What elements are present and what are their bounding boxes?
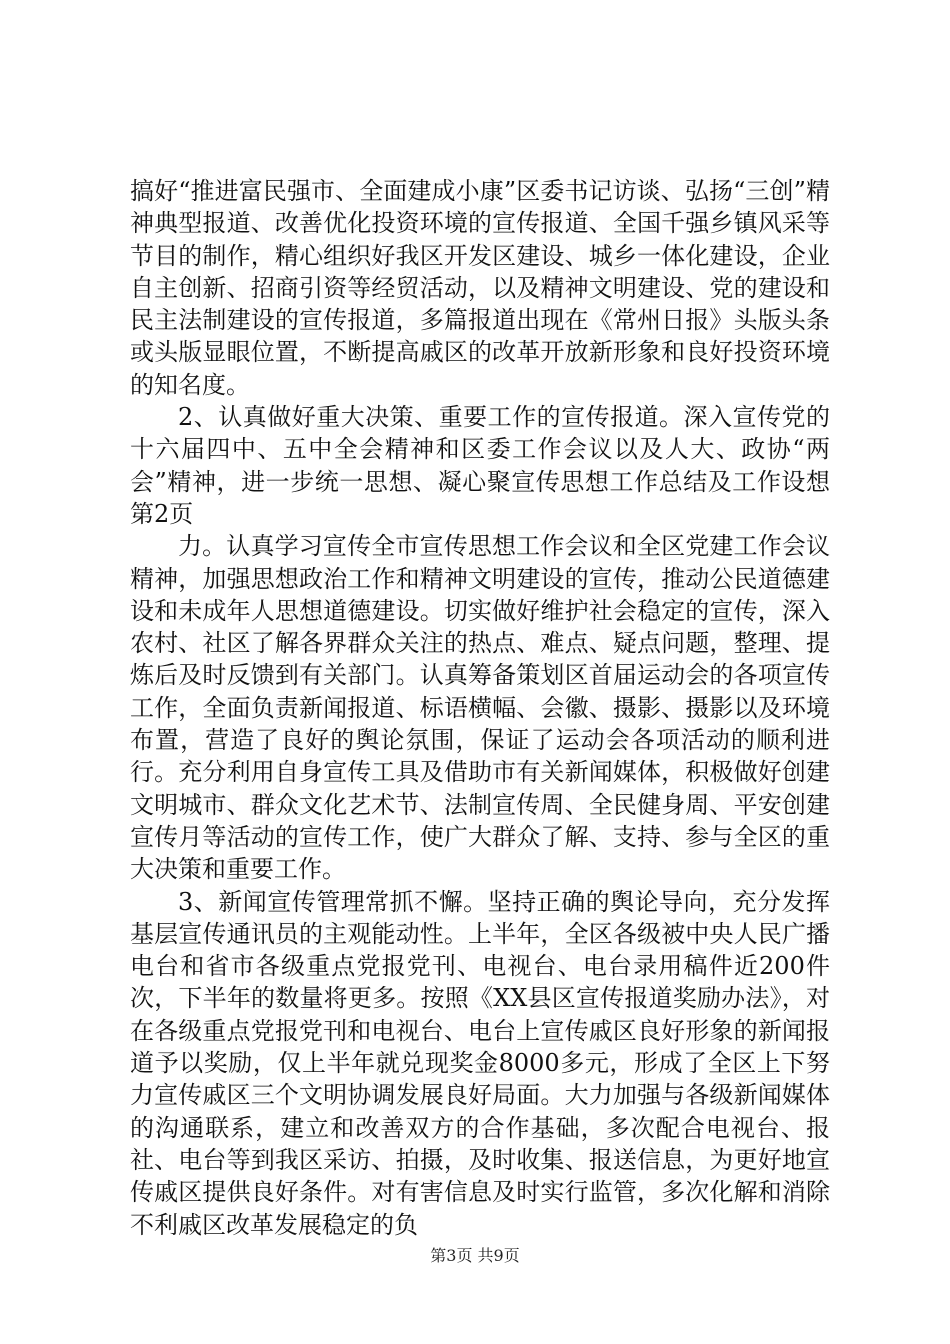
document-body [130,175,830,1241]
paragraph-3: 力。认真学习宣传全市宣传思想工作会议和全区党建工作会议精神，加强思想政治工作和精神文明建设的宣传，推动公民道德建设和未成年人思想道德建设。切实做好维护社会稳定的宣传，深入农村、社区了解各界群众关注的热点、难点、疑点问题，整理、提炼后及时反馈到有关部门。认真筹备策划区首届运动会的各项宣传工作，全面负责新闻报道、标语横幅、会徽、摄影、摄影以及环境布置，营造了良好的舆论氛围，保证了运动会各项活动的顺利进行。充分利用自身宣传工具及借助市有关新闻媒体，积极做好创建文明城市、群众文化艺术节、法制宣传周、全民健身周、平安创建宣传月等活动的宣传工作，使广大群众了解、支持、参与全区的重大决策和重要工作。 [130,532,830,884]
paragraph-1: 搞好“推进富民强市、全面建成小康”区委书记访谈、弘扬“三创”精神典型报道、改善优化投资环境的宣传报道、全国千强乡镇风采等节目的制作，精心组织好我区开发区建设、城乡一体化建设，企业自主创新、招商引资等经贸活动，以及精神文明建设、党的建设和民主法制建设的宣传报道，多篇报道出现在《常州日报》头版头条或头版显眼位置，不断提高戚区的改革开放新形象和良好投资环境的知名度。 [130,177,830,399]
page-footer: 第3页 共9页 [430,1246,520,1265]
paragraph-2: 2、认真做好重大决策、重要工作的宣传报道。深入宣传党的十六届四中、五中全会精神和区委工作会议以及人大、政协“两会”精神，进一步统一思想、凝心聚宣传思想工作总结及工作设想第2页 [130,403,830,528]
paragraph-4: 3、新闻宣传管理常抓不懈。坚持正确的舆论导向，充分发挥基层宣传通讯员的主观能动性。上半年，全区各级被中央人民广播电台和省市各级重点党报党刊、电视台、电台录用稿件近200件次，下半年的数量将更多。按照《XX县区宣传报道奖励办法》，对在各级重点党报党刊和电视台、电台上宣传戚区良好形象的新闻报道予以奖励，仅上半年就兑现奖金8000多元，形成了全区上下努力宣传戚区三个文明协调发展良好局面。大力加强与各级新闻媒体的沟通联系，建立和改善双方的合作基础，多次配合电视台、报社、电台等到我区采访、拍摄，及时收集、报送信息，为更好地宣传戚区提供良好条件。对有害信息及时实行监管，多次化解和消除不利戚区改革发展稳定的负 [130,887,830,1239]
